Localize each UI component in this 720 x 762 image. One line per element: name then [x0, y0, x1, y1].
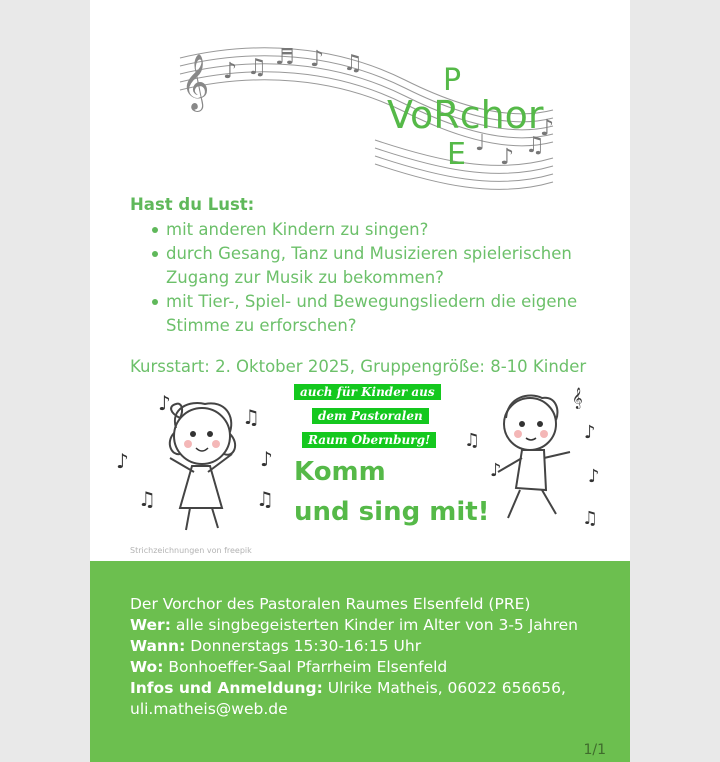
- where-line: [130, 657, 578, 678]
- treble-clef-icon: 𝄞: [181, 54, 210, 110]
- svg-text:♬: ♬: [275, 45, 295, 70]
- logo-title: VoRchor: [387, 93, 544, 137]
- svg-text:𝄞: 𝄞: [572, 388, 583, 409]
- svg-text:♪: ♪: [310, 47, 325, 72]
- svg-text:♫: ♫: [525, 133, 545, 158]
- contact-value: Ulrike Matheis, 06022 656656,: [327, 679, 566, 697]
- choir-description: Der Vorchor des Pastoralen Raumes Elsenfeld (PRE): [130, 595, 531, 613]
- svg-text:♫: ♫: [256, 487, 274, 511]
- course-start-line: Kursstart: 2. Oktober 2025, Gruppengröße: 8-10 Kinder: [130, 357, 587, 376]
- contact-line: [130, 678, 578, 699]
- intro-section: [130, 193, 610, 338]
- who-label: Wer:: [130, 616, 171, 634]
- svg-text:♫: ♫: [464, 430, 481, 451]
- svg-text:♪: ♪: [223, 59, 238, 84]
- dancing-girl-drawing: [110, 388, 290, 543]
- slogan-line: und sing mit!: [294, 497, 490, 527]
- info-text: [130, 594, 578, 720]
- svg-text:♩: ♩: [475, 131, 486, 156]
- info-tag: auch für Kinder aus: [294, 384, 441, 400]
- where-value: Bonhoeffer-Saal Pfarrheim Elsenfeld: [168, 658, 448, 676]
- intro-list: [130, 218, 610, 338]
- when-value: Donnerstags 15:30-16:15 Uhr: [190, 637, 422, 655]
- image-credit: Strichzeichnungen von freepik: [130, 546, 252, 555]
- contact-label: Infos und Anmeldung:: [130, 679, 323, 697]
- who-value: alle singbegeisterten Kinder im Alter von 3-5 Jahren: [175, 616, 579, 634]
- svg-text:♫: ♫: [582, 508, 599, 529]
- logo-letter-p: P: [443, 63, 462, 98]
- svg-text:♫: ♫: [343, 51, 363, 76]
- svg-text:♪: ♪: [584, 422, 596, 443]
- page-number: 1/1: [583, 742, 606, 758]
- flyer-page: [90, 0, 630, 762]
- intro-bullet: mit Tier-, Spiel- und Bewegungsliedern die eigene Stimme zu erforschen?: [166, 290, 610, 338]
- svg-text:♪: ♪: [116, 449, 129, 473]
- when-label: Wann:: [130, 637, 186, 655]
- where-label: Wo:: [130, 658, 164, 676]
- svg-text:♪: ♪: [260, 447, 273, 471]
- svg-text:♫: ♫: [247, 55, 267, 80]
- info-band: [90, 561, 630, 762]
- when-line: [130, 636, 578, 657]
- logo-letter-e: E: [447, 137, 466, 172]
- svg-text:♪: ♪: [500, 145, 515, 170]
- who-line: [130, 615, 578, 636]
- svg-text:♪: ♪: [540, 116, 555, 141]
- intro-heading: Hast du Lust:: [130, 195, 255, 214]
- svg-text:♪: ♪: [158, 391, 171, 415]
- contact-email: uli.matheis@web.de: [130, 700, 288, 718]
- info-tag: dem Pastoralen: [312, 408, 429, 424]
- svg-text:♫: ♫: [138, 487, 156, 511]
- choir-logo: [175, 40, 555, 200]
- slogan-line: Komm: [294, 457, 386, 487]
- dancing-boy-drawing: [460, 386, 610, 536]
- info-tag: Raum Obernburg!: [302, 432, 436, 448]
- intro-bullet: durch Gesang, Tanz und Musizieren spielerischen Zugang zur Musik zu bekommen?: [166, 242, 610, 290]
- intro-bullet: mit anderen Kindern zu singen?: [166, 218, 610, 242]
- svg-text:♪: ♪: [588, 466, 600, 487]
- svg-text:♪: ♪: [490, 460, 502, 481]
- svg-text:♫: ♫: [242, 405, 260, 429]
